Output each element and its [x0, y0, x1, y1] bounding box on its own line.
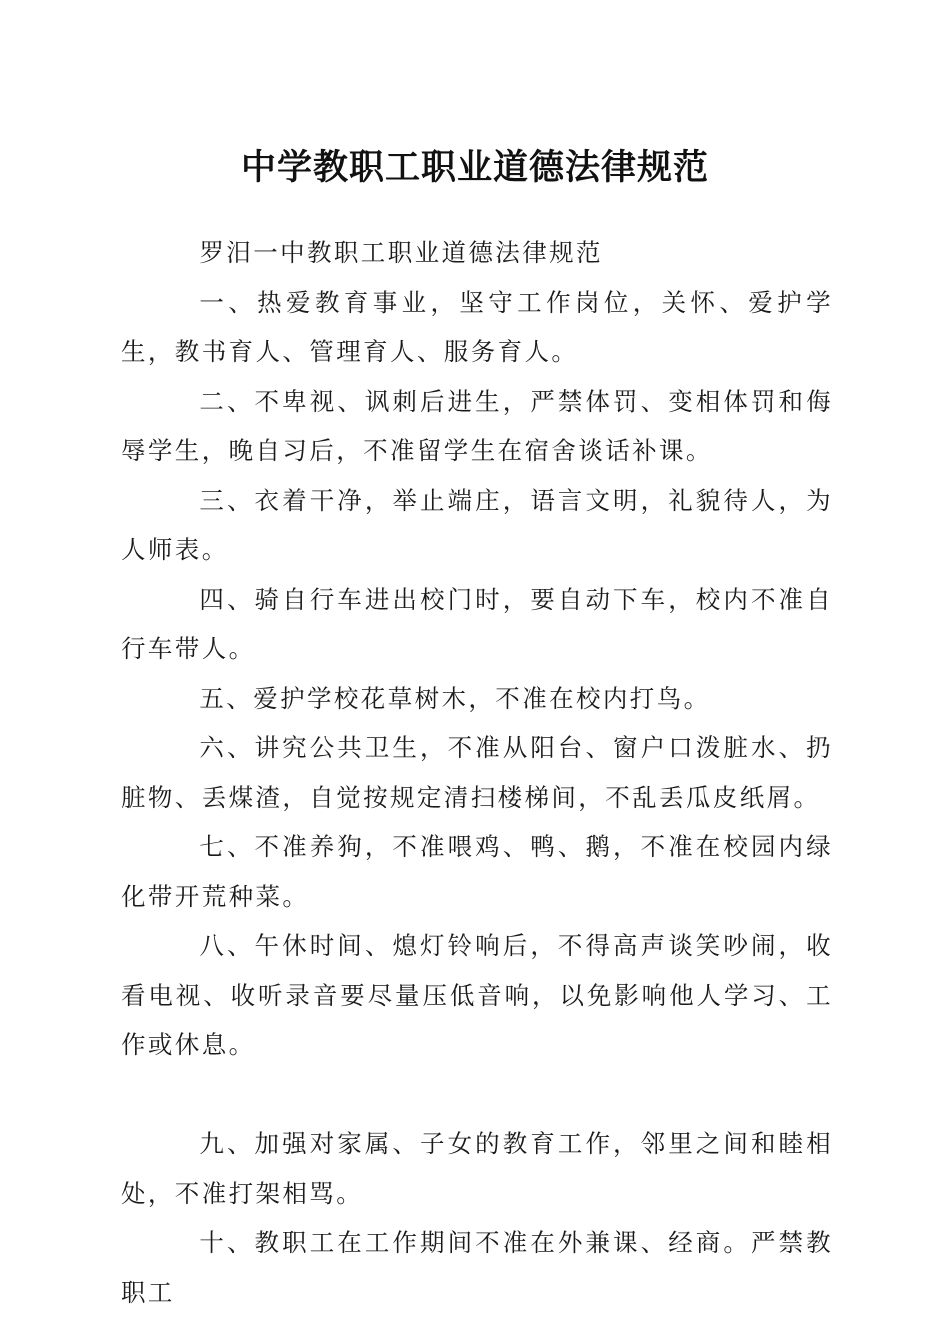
paragraph-school-heading: 罗汨一中教职工职业道德法律规范: [199, 238, 603, 267]
paragraph-rule-5: 五、爱护学校花草树木，不准在校内打鸟。: [199, 683, 711, 713]
paragraph-rule-4: 四、骑自行车进出校门时，要自动下车，校内不准自行车带人。: [121, 584, 833, 663]
paragraph-gap: [121, 1070, 833, 1120]
paragraph-rule-7: 七、不准养狗，不准喂鸡、鸭、鹅，不准在校园内绿化带开荒种菜。: [121, 832, 833, 911]
document-title: 中学教职工职业道德法律规范: [240, 147, 709, 188]
paragraph-rule-8: 八、午休时间、熄灯铃响后，不得高声谈笑吵闹，收看电视、收听录音要尽量压低音响，以免影响他人学习、工作或休息。: [121, 931, 833, 1059]
paragraph-rule-6: 六、讲究公共卫生，不准从阳台、窗户口泼脏水、扔脏物、丢煤渣，自觉按规定清扫楼梯间，不乱丢瓜皮纸屑。: [121, 733, 833, 812]
document-body: [121, 228, 833, 1317]
paragraph-rule-2: 二、不卑视、讽刺后进生，严禁体罚、变相体罚和侮辱学生，晚自习后，不准留学生在宿舍谈话补课。: [121, 386, 833, 465]
paragraph-rule-1: 一、热爱教育事业，坚守工作岗位，关怀、爱护学生，教书育人、管理育人、服务育人。: [121, 287, 833, 366]
paragraph-rule-9: 九、加强对家属、子女的教育工作，邻里之间和睦相处，不准打架相骂。: [121, 1129, 833, 1208]
paragraph-rule-10: 十、教职工在工作期间不准在外兼课、经商。严禁教职工: [121, 1228, 833, 1307]
paragraph-rule-3: 三、衣着干净，举止端庄，语言文明，礼貌待人，为人师表。: [121, 485, 833, 564]
